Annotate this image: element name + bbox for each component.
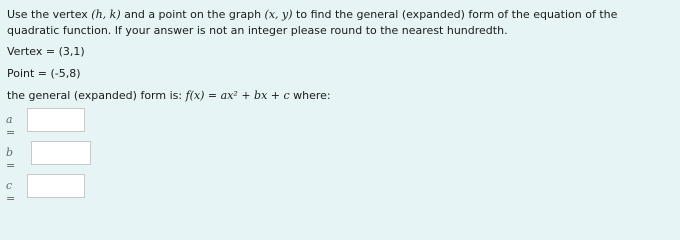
answer-input-a[interactable] [27,108,85,132]
question-text-part1: Use the vertex [7,8,92,21]
answer-label-b-var: b [6,146,14,159]
answer-label-a [6,113,15,139]
general-form-suffix: where: [289,89,331,102]
general-form-equation: f(x) = ax² + bx + c [185,89,290,102]
question-text-part2: and a point on the graph [120,8,265,21]
general-form-line [7,89,331,103]
answer-label-b-equals: = [6,159,16,172]
general-form-intro: the general (expanded) form is: [7,89,186,102]
question-text-part3: to find the general (expanded) form of the equation of the quadratic function. If your answer is not an integer please round to the nearest hundredth. [7,8,618,37]
answer-input-c[interactable] [27,174,85,198]
answer-input-b[interactable] [31,141,91,165]
point-variables-math: (x, y) [264,8,293,21]
answer-label-a-equals: = [6,126,16,139]
question-text [7,7,672,39]
point-line: Point = (-5,8) [7,67,81,80]
answer-label-c-equals: = [6,192,16,205]
answer-label-c [6,179,15,205]
answer-label-b [6,146,15,172]
answer-label-c-var: c [6,179,13,192]
answer-label-a-var: a [6,113,13,126]
vertex-line: Vertex = (3,1) [7,45,85,58]
vertex-variables-math: (h, k) [91,8,121,21]
